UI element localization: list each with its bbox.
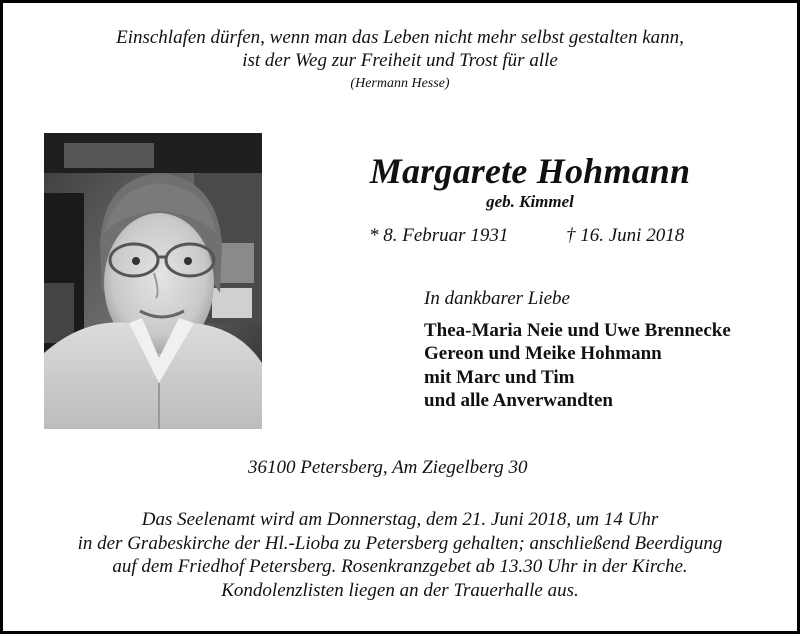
mourner-line: Thea-Maria Neie und Uwe Brennecke (424, 320, 731, 341)
portrait-photo (44, 133, 262, 429)
quote-line-2: ist der Weg zur Freiheit und Trost für alle (242, 50, 558, 71)
maiden-name: geb. Kimmel (486, 192, 574, 211)
service-line: auf dem Friedhof Petersberg. Rosenkranzgebet ab 13.30 Uhr in der Kirche. (112, 556, 688, 578)
quote-author: (Hermann Hesse) (350, 76, 450, 91)
mourner-line: Gereon und Meike Hohmann (424, 343, 662, 365)
mourner-line: und alle Anverwandten (424, 390, 613, 412)
deceased-name: Margarete Hohmann (369, 151, 691, 191)
death-date: † 16. Juni 2018 (566, 225, 685, 246)
service-line: Das Seelenamt wird am Donnerstag, dem 21. Juni 2018, um 14 Uhr (141, 509, 659, 530)
family-address: 36100 Petersberg, Am Ziegelberg 30 (248, 457, 528, 478)
quote-line-1: Einschlafen dürfen, wenn man das Leben nicht mehr selbst gestalten kann, (116, 27, 684, 48)
service-details (0, 508, 800, 602)
birth-date: * 8. Februar 1931 (369, 225, 509, 246)
mourners-list (424, 319, 731, 413)
service-line: Kondolenzlisten liegen an der Trauerhalle aus. (221, 579, 579, 601)
mourning-intro: In dankbarer Liebe (424, 288, 570, 309)
mourner-line: mit Marc und Tim (424, 366, 575, 388)
service-line: in der Grabeskirche der Hl.-Lioba zu Petersberg gehalten; anschließend Beerdigung (77, 532, 723, 554)
